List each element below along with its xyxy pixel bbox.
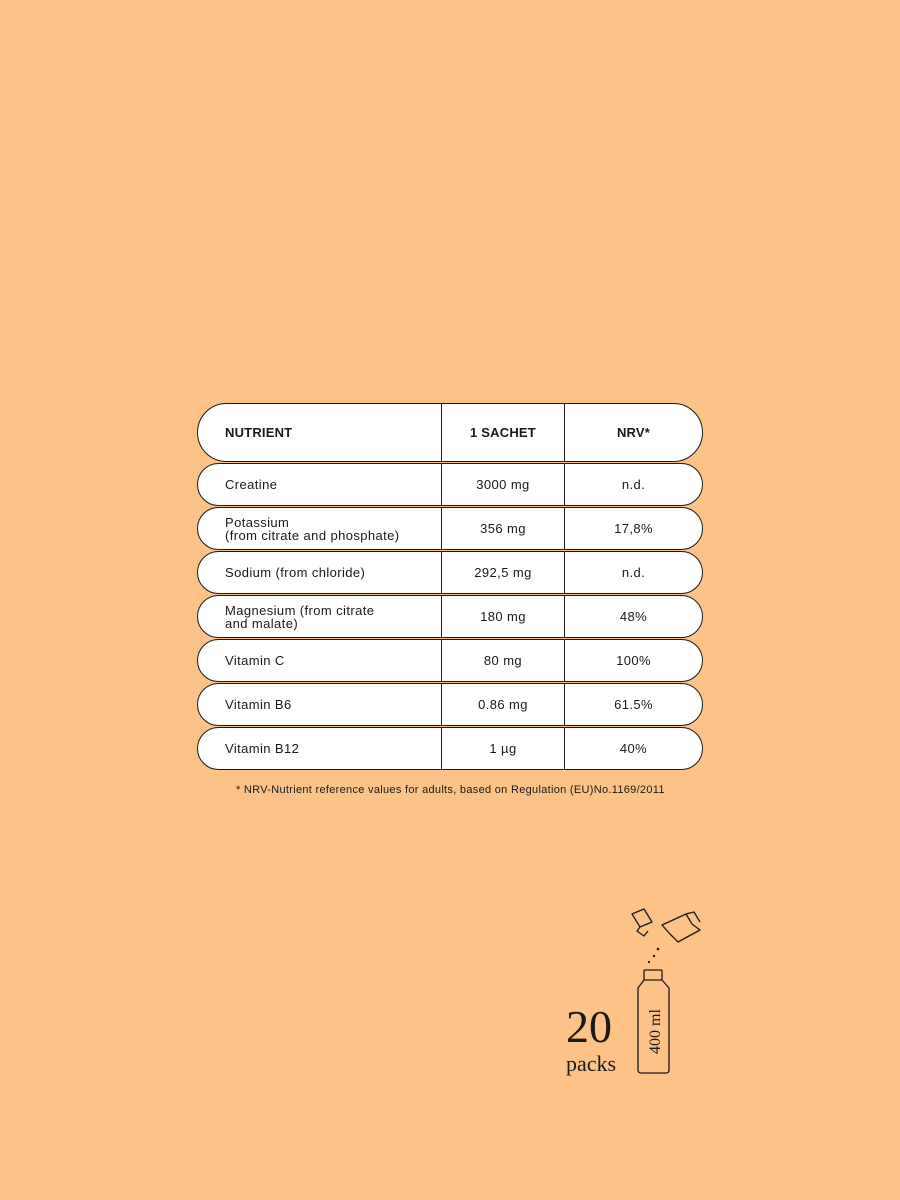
nutrient-amount: 356 mg bbox=[441, 508, 564, 549]
header-nrv: NRV* bbox=[564, 404, 702, 461]
nutrient-name: Vitamin B6 bbox=[225, 697, 292, 712]
nutrient-nrv: n.d. bbox=[564, 464, 702, 505]
nrv-footnote: * NRV-Nutrient reference values for adults, based on Regulation (EU)No.1169/2011 bbox=[236, 784, 665, 796]
table-row bbox=[197, 551, 703, 594]
nutrient-nrv: 61.5% bbox=[564, 684, 702, 725]
nutrition-table bbox=[197, 403, 703, 771]
packs-label: packs bbox=[566, 1051, 617, 1076]
table-row bbox=[197, 595, 703, 638]
sachet-right-icon bbox=[662, 914, 700, 942]
table-row bbox=[197, 727, 703, 770]
table-row bbox=[197, 639, 703, 682]
nutrient-nrv: 17,8% bbox=[564, 508, 702, 549]
nutrient-name: Vitamin B12 bbox=[225, 741, 300, 756]
table-row bbox=[197, 683, 703, 726]
table-row bbox=[197, 463, 703, 506]
sachet-left-tear bbox=[637, 927, 648, 936]
nutrient-name: Vitamin C bbox=[225, 653, 285, 668]
nutrient-amount: 3000 mg bbox=[441, 464, 564, 505]
header-sachet: 1 SACHET bbox=[441, 404, 564, 461]
packs-count: 20 bbox=[566, 1001, 612, 1052]
sachet-left-icon bbox=[632, 909, 652, 927]
powder-dots bbox=[648, 948, 659, 963]
nutrient-name: Magnesium (from citrate and malate) bbox=[225, 602, 375, 631]
nutrient-amount: 1 µg bbox=[441, 728, 564, 769]
nutrient-amount: 0.86 mg bbox=[441, 684, 564, 725]
nutrient-name: Potassium (from citrate and phosphate) bbox=[225, 514, 400, 543]
nutrient-nrv: 100% bbox=[564, 640, 702, 681]
bottle-volume-label: 400 ml bbox=[647, 1009, 664, 1054]
nutrient-nrv: 40% bbox=[564, 728, 702, 769]
bottle-cap bbox=[644, 970, 662, 980]
header-nutrient: NUTRIENT bbox=[225, 425, 293, 440]
nutrient-nrv: 48% bbox=[564, 596, 702, 637]
table-row bbox=[197, 507, 703, 550]
bottle-with-sachets-icon bbox=[620, 900, 710, 1080]
nutrient-amount: 180 mg bbox=[441, 596, 564, 637]
nutrient-nrv: n.d. bbox=[564, 552, 702, 593]
table-header-row bbox=[197, 403, 703, 462]
nutrient-name: Sodium (from chloride) bbox=[225, 565, 366, 580]
nutrient-amount: 292,5 mg bbox=[441, 552, 564, 593]
nutrient-name: Creatine bbox=[225, 477, 278, 492]
nutrient-amount: 80 mg bbox=[441, 640, 564, 681]
